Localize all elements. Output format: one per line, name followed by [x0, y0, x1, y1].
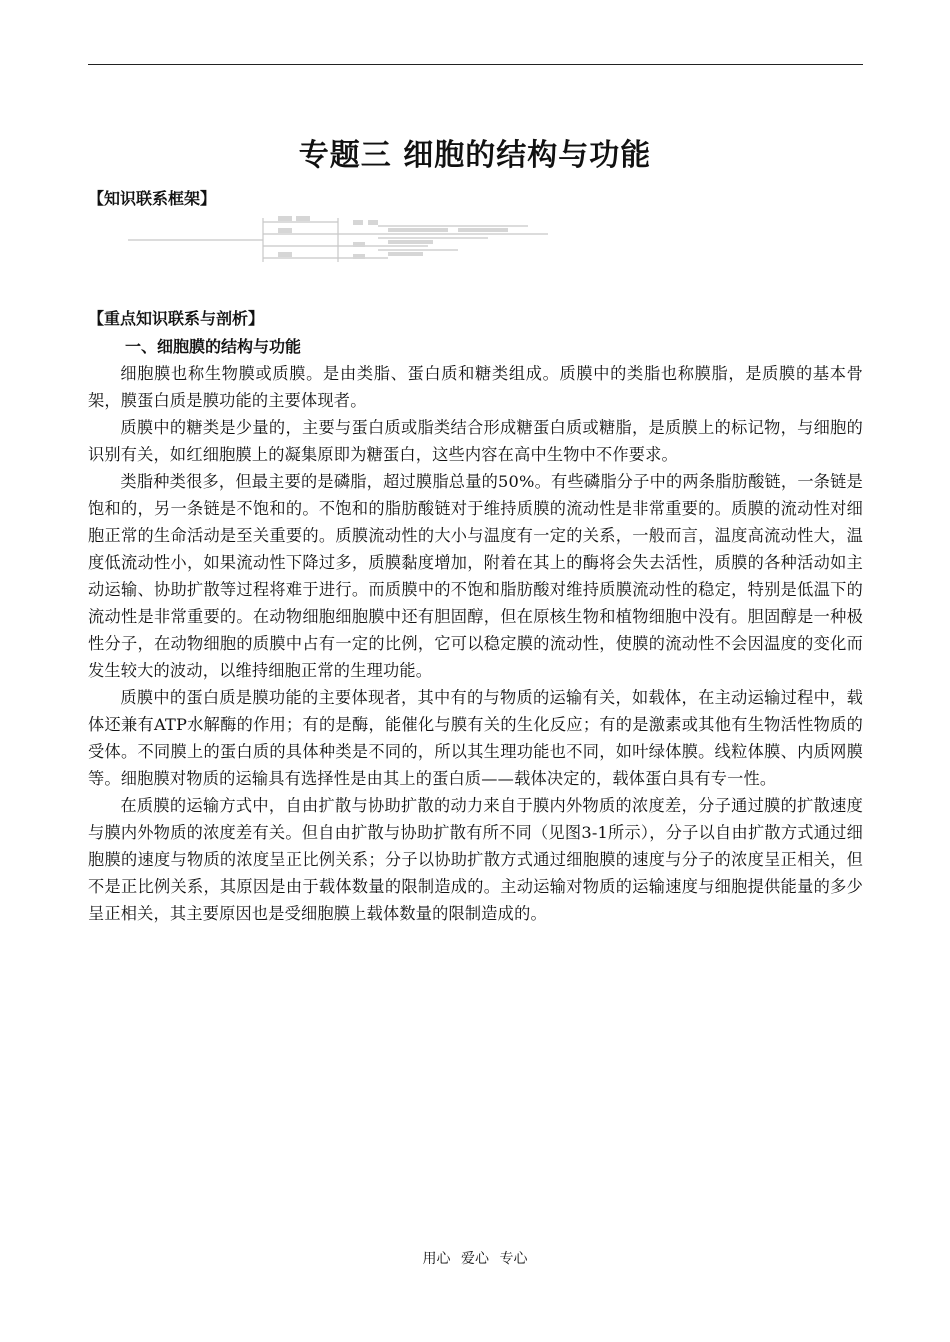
paragraph: 质膜中的蛋白质是膜功能的主要体现者，其中有的与物质的运输有关，如载体，在主动运输过程中，载体还兼有ATP水解酶的作用；有的是酶，能催化与膜有关的生化反应；有的是激素或其他有生物活性物质的受体。不同膜上的蛋白质的具体种类是不同的，所以其生理功能也不同，如叶绿体膜。线粒体膜、内质网膜等。细胞膜对物质的运输具有选择性是由其上的蛋白质——载体决定的，载体蛋白具有专一性。 [88, 688, 863, 788]
page-footer: 用心 爱心 专心 [422, 1251, 528, 1267]
header-rule [88, 64, 863, 65]
paragraph: 类脂种类很多，但最主要的是磷脂，超过膜脂总量的50%。有些磷脂分子中的两条脂肪酸链，一条链是饱和的，另一条链是不饱和的。不饱和的脂肪酸链对于维持质膜的流动性是非常重要的。质膜的流动性对细胞正常的生命活动是至关重要的。质膜流动性的大小与温度有一定的关系，一般而言，温度高流动性大，温度低流动性小，如果流动性下降过多，质膜黏度增加，附着在其上的酶将会失去活性，质膜的各种活动如主动运输、协助扩散等过程将难于进行。而质膜中的不饱和脂肪酸对维持质膜流动性的稳定，特别是低温下的流动性是非常重要的。在动物细胞细胞膜中还有胆固醇，但在原核生物和植物细胞中没有。胆固醇是一种极性分子，在动物细胞的质膜中占有一定的比例，它可以稳定膜的流动性，使膜的流动性不会因温度的变化而发生较大的波动，以维持细胞正常的生理功能。 [88, 472, 863, 680]
paragraph: 质膜中的糖类是少量的，主要与蛋白质或脂类结合形成糖蛋白质或糖脂，是质膜上的标记物，与细胞的识别有关，如红细胞膜上的凝集原即为糖蛋白，这些内容在高中生物中不作要求。 [88, 418, 863, 464]
knowledge-framework-image [128, 212, 558, 268]
key-points-heading: 【重点知识联系与剖析】 [88, 309, 265, 328]
page-title: 专题三 细胞的结构与功能 [298, 138, 652, 173]
paragraph: 细胞膜也称生物膜或质膜。是由类脂、蛋白质和糖类组成。质膜中的类脂也称膜脂，是质膜的基本骨架，膜蛋白质是膜功能的主要体现者。 [88, 364, 863, 410]
framework-heading: 【知识联系框架】 [88, 189, 217, 208]
section-heading: 一、细胞膜的结构与功能 [125, 337, 302, 356]
body-text [88, 360, 863, 927]
paragraph: 在质膜的运输方式中，自由扩散与协助扩散的动力来自于膜内外物质的浓度差，分子通过膜的扩散速度与膜内外物质的浓度差有关。但自由扩散与协助扩散有所不同（见图3-1所示），分子以自由扩散方式通过细胞膜的速度与物质的浓度呈正比例关系；分子以协助扩散方式通过细胞膜的速度与分子的浓度呈正相关，但不是正比例关系，其原因是由于载体数量的限制造成的。主动运输对物质的运输速度与细胞提供能量的多少呈正相关，其主要原因也是受细胞膜上载体数量的限制造成的。 [88, 796, 863, 923]
